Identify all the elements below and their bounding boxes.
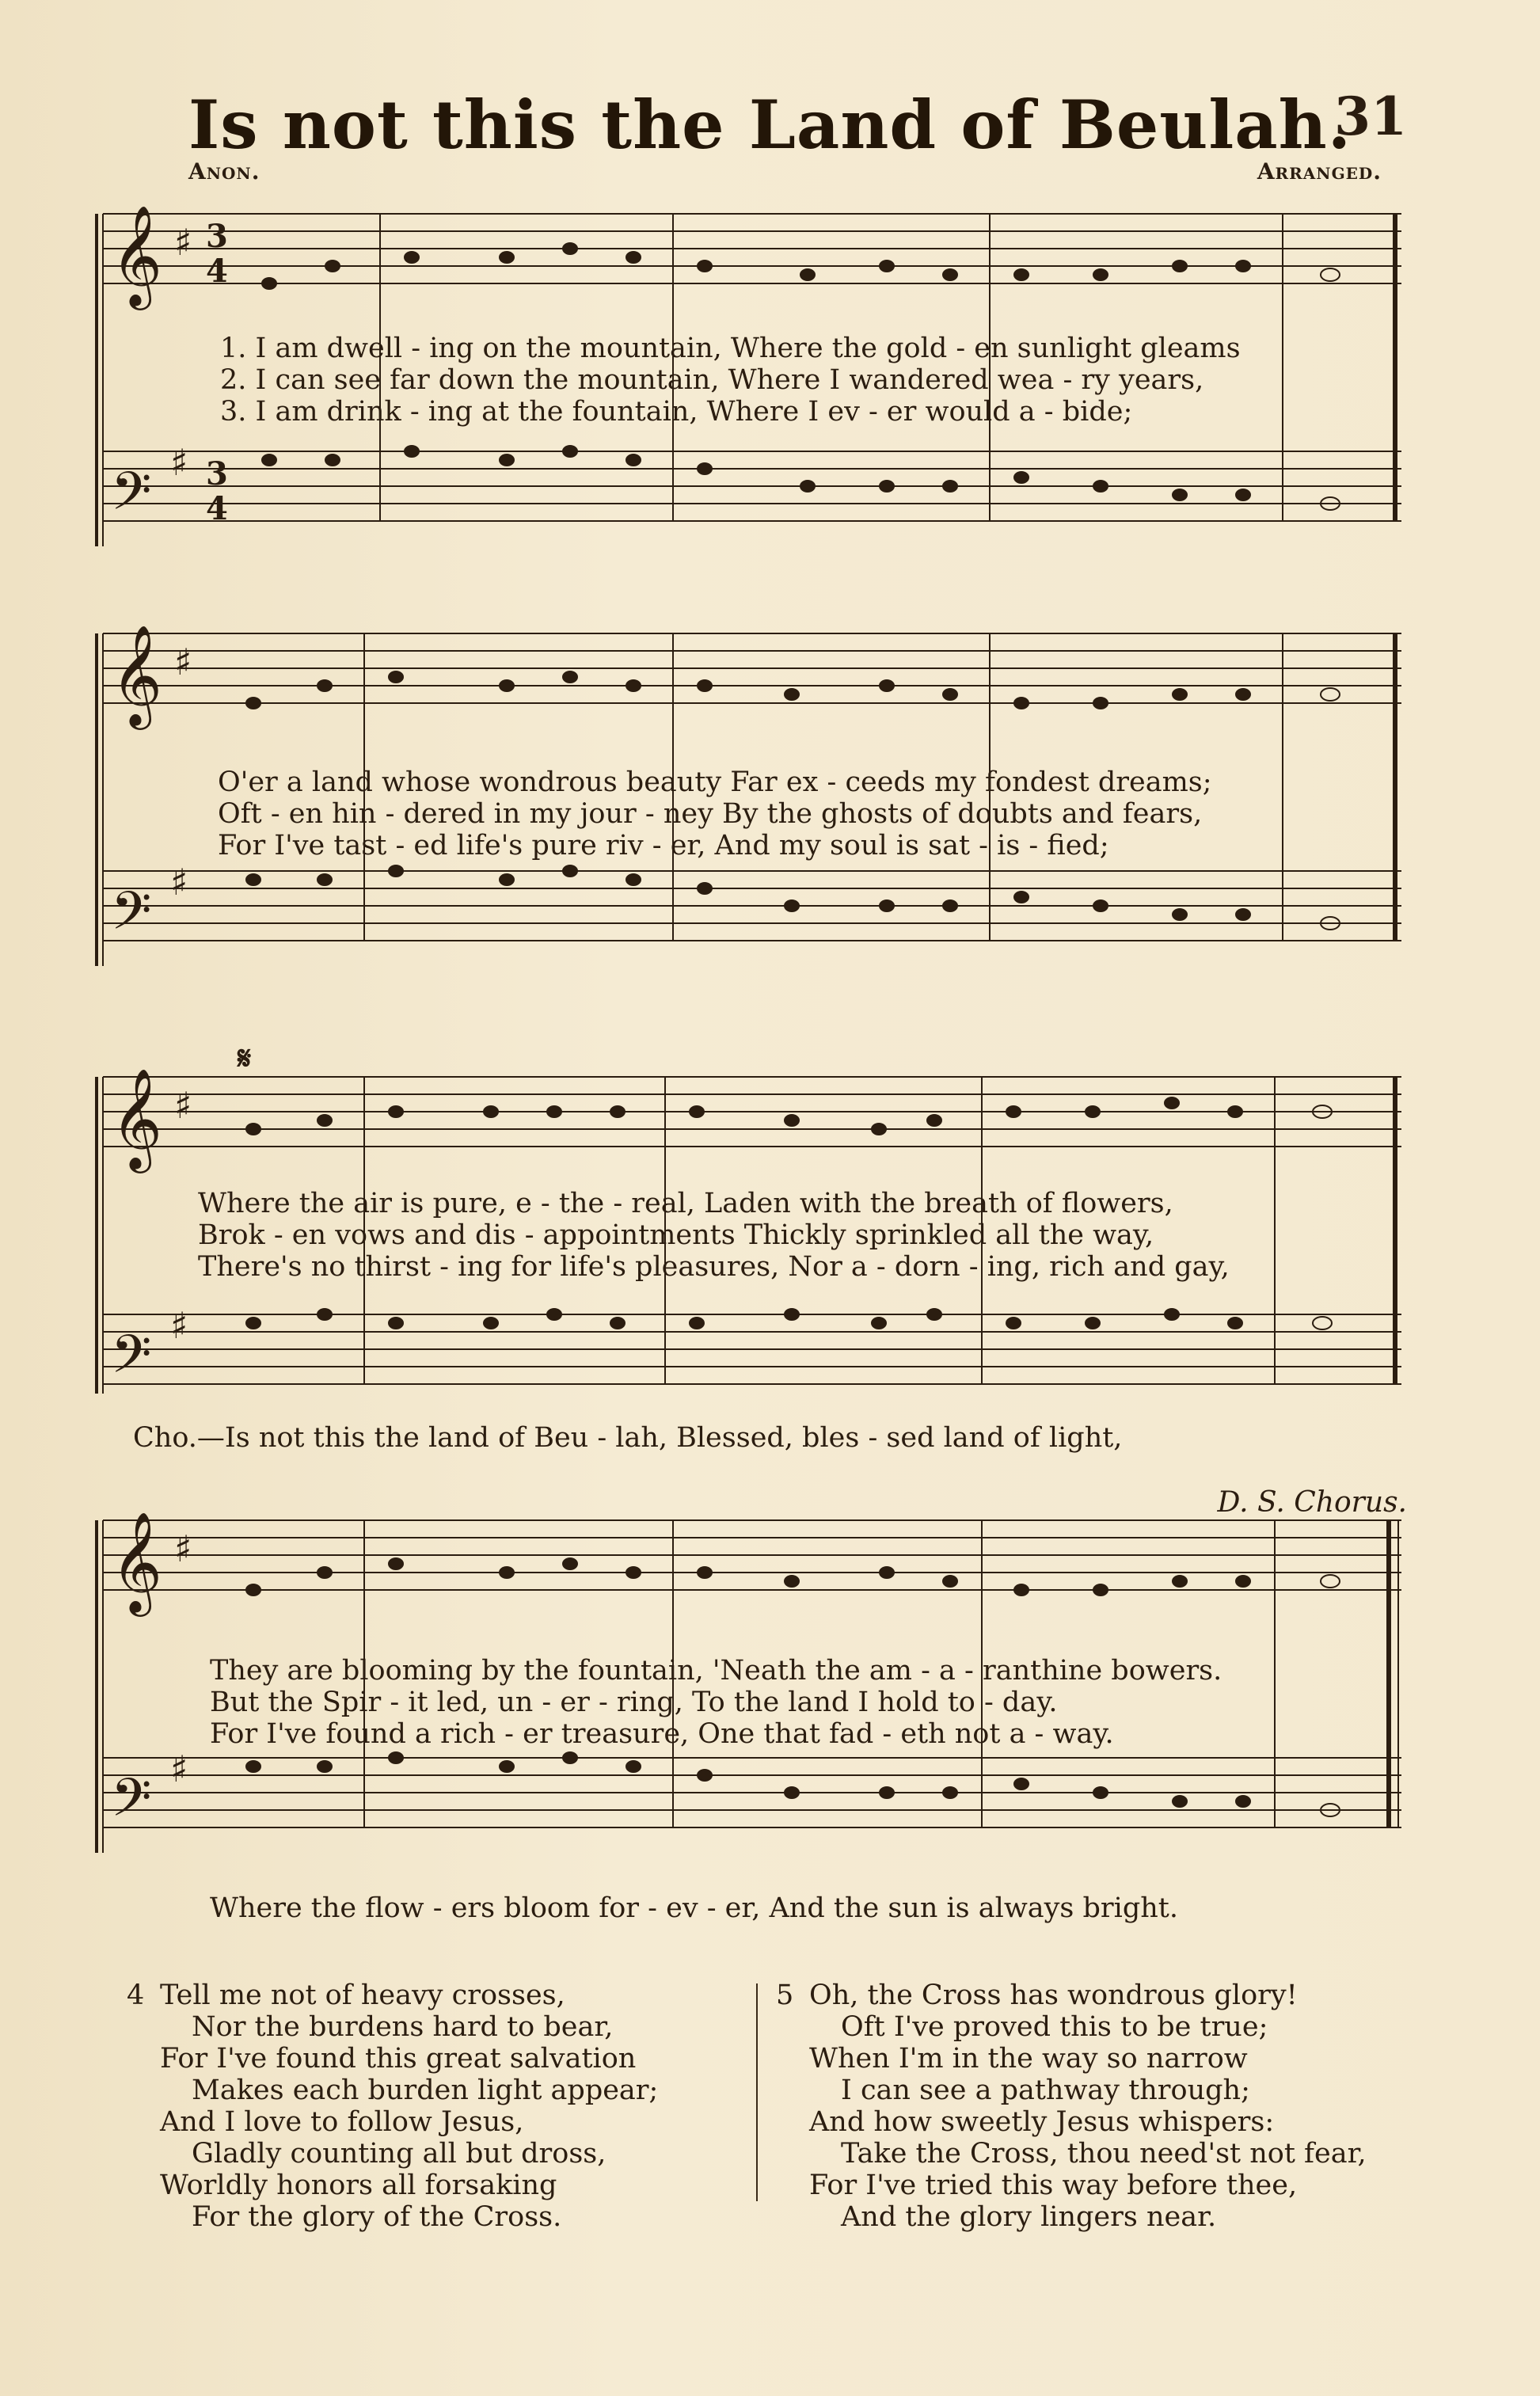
svg-text:4: 4 [206,253,228,290]
arranger-credit: Arranged. [1257,158,1382,184]
svg-text:𝄢: 𝄢 [111,1767,152,1841]
svg-text:♯: ♯ [170,861,188,903]
verse-line: Nor the burdens hard to bear, [192,2011,614,2043]
verse-line: For I've found this great salvation [160,2043,637,2075]
verse-line: Oh, the Cross has wondrous glory! [809,1980,1298,2011]
treble-staff-lines [103,214,1401,283]
verse-line: And how sweetly Jesus whispers: [809,2106,1275,2138]
svg-text:♯: ♯ [170,1748,188,1790]
lyric-line: For I've tast - ed life's pure riv - er, And my soul is sat - is - fied; [218,830,1109,861]
verse-line: For the glory of the Cross. [192,2201,562,2233]
verse-line: For I've tried this way before thee, [809,2170,1298,2201]
verse-line: Makes each burden light appear; [192,2075,659,2106]
lyric-line: O'er a land whose wondrous beauty Far ex - ceeds my fondest dreams; [218,766,1212,798]
verse-line: And the glory lingers near. [841,2201,1217,2233]
verse-number: 5 [776,1980,794,2011]
verse-line: Gladly counting all but dross, [192,2138,606,2170]
author-credit: Anon. [188,158,260,184]
svg-text:𝄞: 𝄞 [111,1067,163,1169]
svg-text:3: 3 [206,218,228,255]
verse-divider [756,1983,758,2201]
svg-text:𝄢: 𝄢 [111,880,152,954]
verse-line: And I love to follow Jesus, [160,2106,524,2138]
page-number: 31 [1334,86,1407,147]
lyric-line: 3. I am drink - ing at the fountain, Where I ev - er would a - bide; [220,396,1133,428]
svg-text:𝄋: 𝄋 [238,1040,252,1077]
svg-text:♯: ♯ [170,441,188,484]
svg-text:3: 3 [206,455,228,493]
verse-line: When I'm in the way so narrow [809,2043,1248,2075]
lyric-line: Oft - en hin - dered in my jour - ney By the ghosts of doubts and fears, [218,798,1203,830]
verse-line: Oft I've proved this to be true; [841,2011,1268,2043]
verse-line: Take the Cross, thou need'st not fear, [841,2138,1367,2170]
hymn-title: Is not this the Land of Beulah. [188,86,1352,164]
chorus-lyric: Cho.—Is not this the land of Beu - lah, Blessed, bles - sed land of light, [133,1422,1123,1454]
lyric-line: 2. I can see far down the mountain, Where I wandered wea - ry years, [220,364,1204,396]
svg-text:𝄞: 𝄞 [111,624,163,725]
lyric-line: They are blooming by the fountain, 'Neath the am - a - ranthine bowers. [210,1655,1222,1687]
svg-text:♯: ♯ [174,221,192,264]
svg-text:♯: ♯ [174,1527,192,1570]
svg-text:𝄢: 𝄢 [111,1324,152,1394]
verse-line: Tell me not of heavy crosses, [160,1980,565,2011]
lyric-line: But the Spir - it led, un - er - ring, To the land I hold to - day. [210,1687,1058,1718]
verse-line: Worldly honors all forsaking [160,2170,557,2201]
ds-chorus-marking: D. S. Chorus. [1217,1486,1407,1519]
svg-text:♯: ♯ [170,1304,188,1347]
chorus-lyric: Where the flow - ers bloom for - ev - er, And the sun is always bright. [210,1892,1178,1924]
svg-text:𝄞: 𝄞 [111,1511,163,1612]
svg-text:4: 4 [206,490,228,527]
verse-line: I can see a pathway through; [841,2075,1250,2106]
lyric-line: 1. I am dwell - ing on the mountain, Where the gold - en sunlight gleams [220,333,1241,364]
lyric-line: For I've found a rich - er treasure, One that fad - eth not a - way. [210,1718,1114,1750]
svg-text:♯: ♯ [174,641,192,683]
lyric-line: Brok - en vows and dis - appointments Thickly sprinkled all the way, [198,1219,1154,1251]
svg-text:𝄢: 𝄢 [111,461,152,534]
svg-text:𝄞: 𝄞 [111,204,163,306]
lyric-line: There's no thirst - ing for life's pleasures, Nor a - dorn - ing, rich and gay, [198,1251,1230,1283]
svg-text:♯: ♯ [174,1084,192,1127]
lyric-line: Where the air is pure, e - the - real, Laden with the breath of flowers, [198,1188,1173,1219]
verse-number: 4 [127,1980,145,2011]
